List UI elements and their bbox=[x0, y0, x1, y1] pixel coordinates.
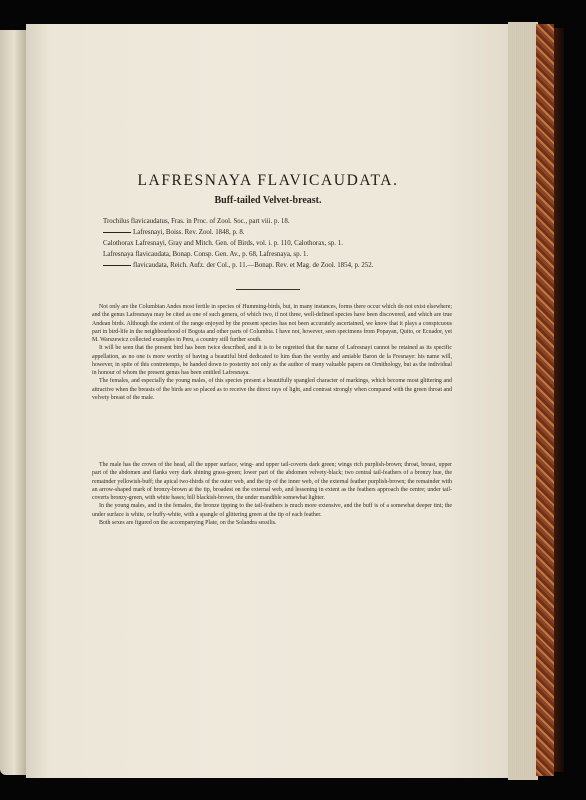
body-text-description bbox=[92, 461, 452, 527]
body-text-range bbox=[92, 303, 452, 402]
paragraph: It will be seen that the present bird has been twice described, and it is to be regretted that the name of Lafresnayi cannot be retained as its specific appellation, as no one is more worthy of having a beautiful bird dedicated to him than the worthy and amiable Baron de la Fresnaye: his name will, however, in spite of this contretemps, be handed down to posterity not only as the author of many valuable papers on Ornithology, but as the individual in honour of whom the present genus has been entitled Lafresnaya. bbox=[92, 345, 452, 376]
paragraph: In the young males, and in the females, the bronze tipping to the tail-feathers is much more extensive, and the buff is of a somewhat deeper tint; the under surface is white, or buffy-white, with a spangle of glittering green at the tip of each feather. bbox=[92, 503, 452, 518]
synonymy-entry: Lafresnaya flavicaudata, Bonap. Consp. Gen. Av., p. 68, Lafresnaya, sp. 1. bbox=[103, 251, 309, 258]
synonymy-entry: Lafresnayi, Boiss. Rev. Zool. 1848, p. 8. bbox=[103, 227, 463, 238]
left-page-edge bbox=[0, 30, 26, 775]
paragraph: The females, and especially the young males, of this species present a beautifully spangled character of markings, which become most glittering and attractive when the breasts of the birds are so placed as to receive the direct rays of light, and contrast strongly when compared with the green throat and velvety breast of the male. bbox=[92, 378, 452, 401]
marbled-cover bbox=[536, 24, 554, 776]
paragraph: The male has the crown of the head, all the upper surface, wing- and upper tail-coverts dark green; wings rich purplish-brown; throat, breast, upper part of the abdomen and flanks very dark shining grass-green; lower part of the abdomen velvety-black; two central tail-feathers of a bronzy hue, the remainder yellowish-buff; the apical two-thirds of the outer web, and the tip of the inner web, of the external feather purplish-brown; the remainder with an arrow-shaped mark of bronzy-brown at the tip, broadest on the external web, and lessening in extent as the feathers approach the centre; under tail-coverts bronzy-green, with white bases; bill blackish-brown, the under mandible somewhat lighter. bbox=[92, 462, 452, 501]
page-title: LAFRESNAYA FLAVICAUDATA. bbox=[137, 172, 399, 189]
synonymy-list bbox=[103, 216, 463, 271]
ditto-dash bbox=[103, 232, 131, 233]
paragraph: Both sexes are figured on the accompanying Plate, on the Solandra sessilis. bbox=[99, 519, 277, 526]
synonymy-entry: Trochilus flavicaudatus, Fras. in Proc. of Zool. Soc., part viii. p. 18. bbox=[103, 218, 290, 225]
synonymy-entry: flavicaudata, Reich. Aufz. der Col., p. 11.—Bonap. Rev. et Mag. de Zool. 1854, p. 252. bbox=[103, 260, 463, 271]
ditto-dash bbox=[103, 265, 131, 266]
page-subtitle: Buff-tailed Velvet-breast. bbox=[214, 195, 322, 206]
page-block-edge bbox=[508, 22, 538, 780]
section-rule bbox=[236, 289, 300, 290]
cover-spine-shadow bbox=[554, 28, 564, 772]
synonymy-entry: Calothorax Lafresnayi, Gray and Mitch. Gen. of Birds, vol. i. p. 110, Calothorax, sp. 1. bbox=[103, 240, 343, 247]
paragraph: Not only are the Columbian Andes most fertile in species of Humming-birds, but, in many instances, forms there occur which do not exist elsewhere; and the genus Lafresnaya may be cited as one of such genera, of which two, if not three, well-defined species have been discovered, and which are true Andean birds. Although the extent of the range enjoyed by the present species has not been accurately ascertained, we know that it plays a conspicuous part in bird-life in the neighbourhood of Bogota and other parts of Columbia. I have not, however, seen specimens from Popayan, Quito, or Ecuador, yet M. Warszewicz collected examples in Peru, a country still further south. bbox=[92, 304, 452, 343]
